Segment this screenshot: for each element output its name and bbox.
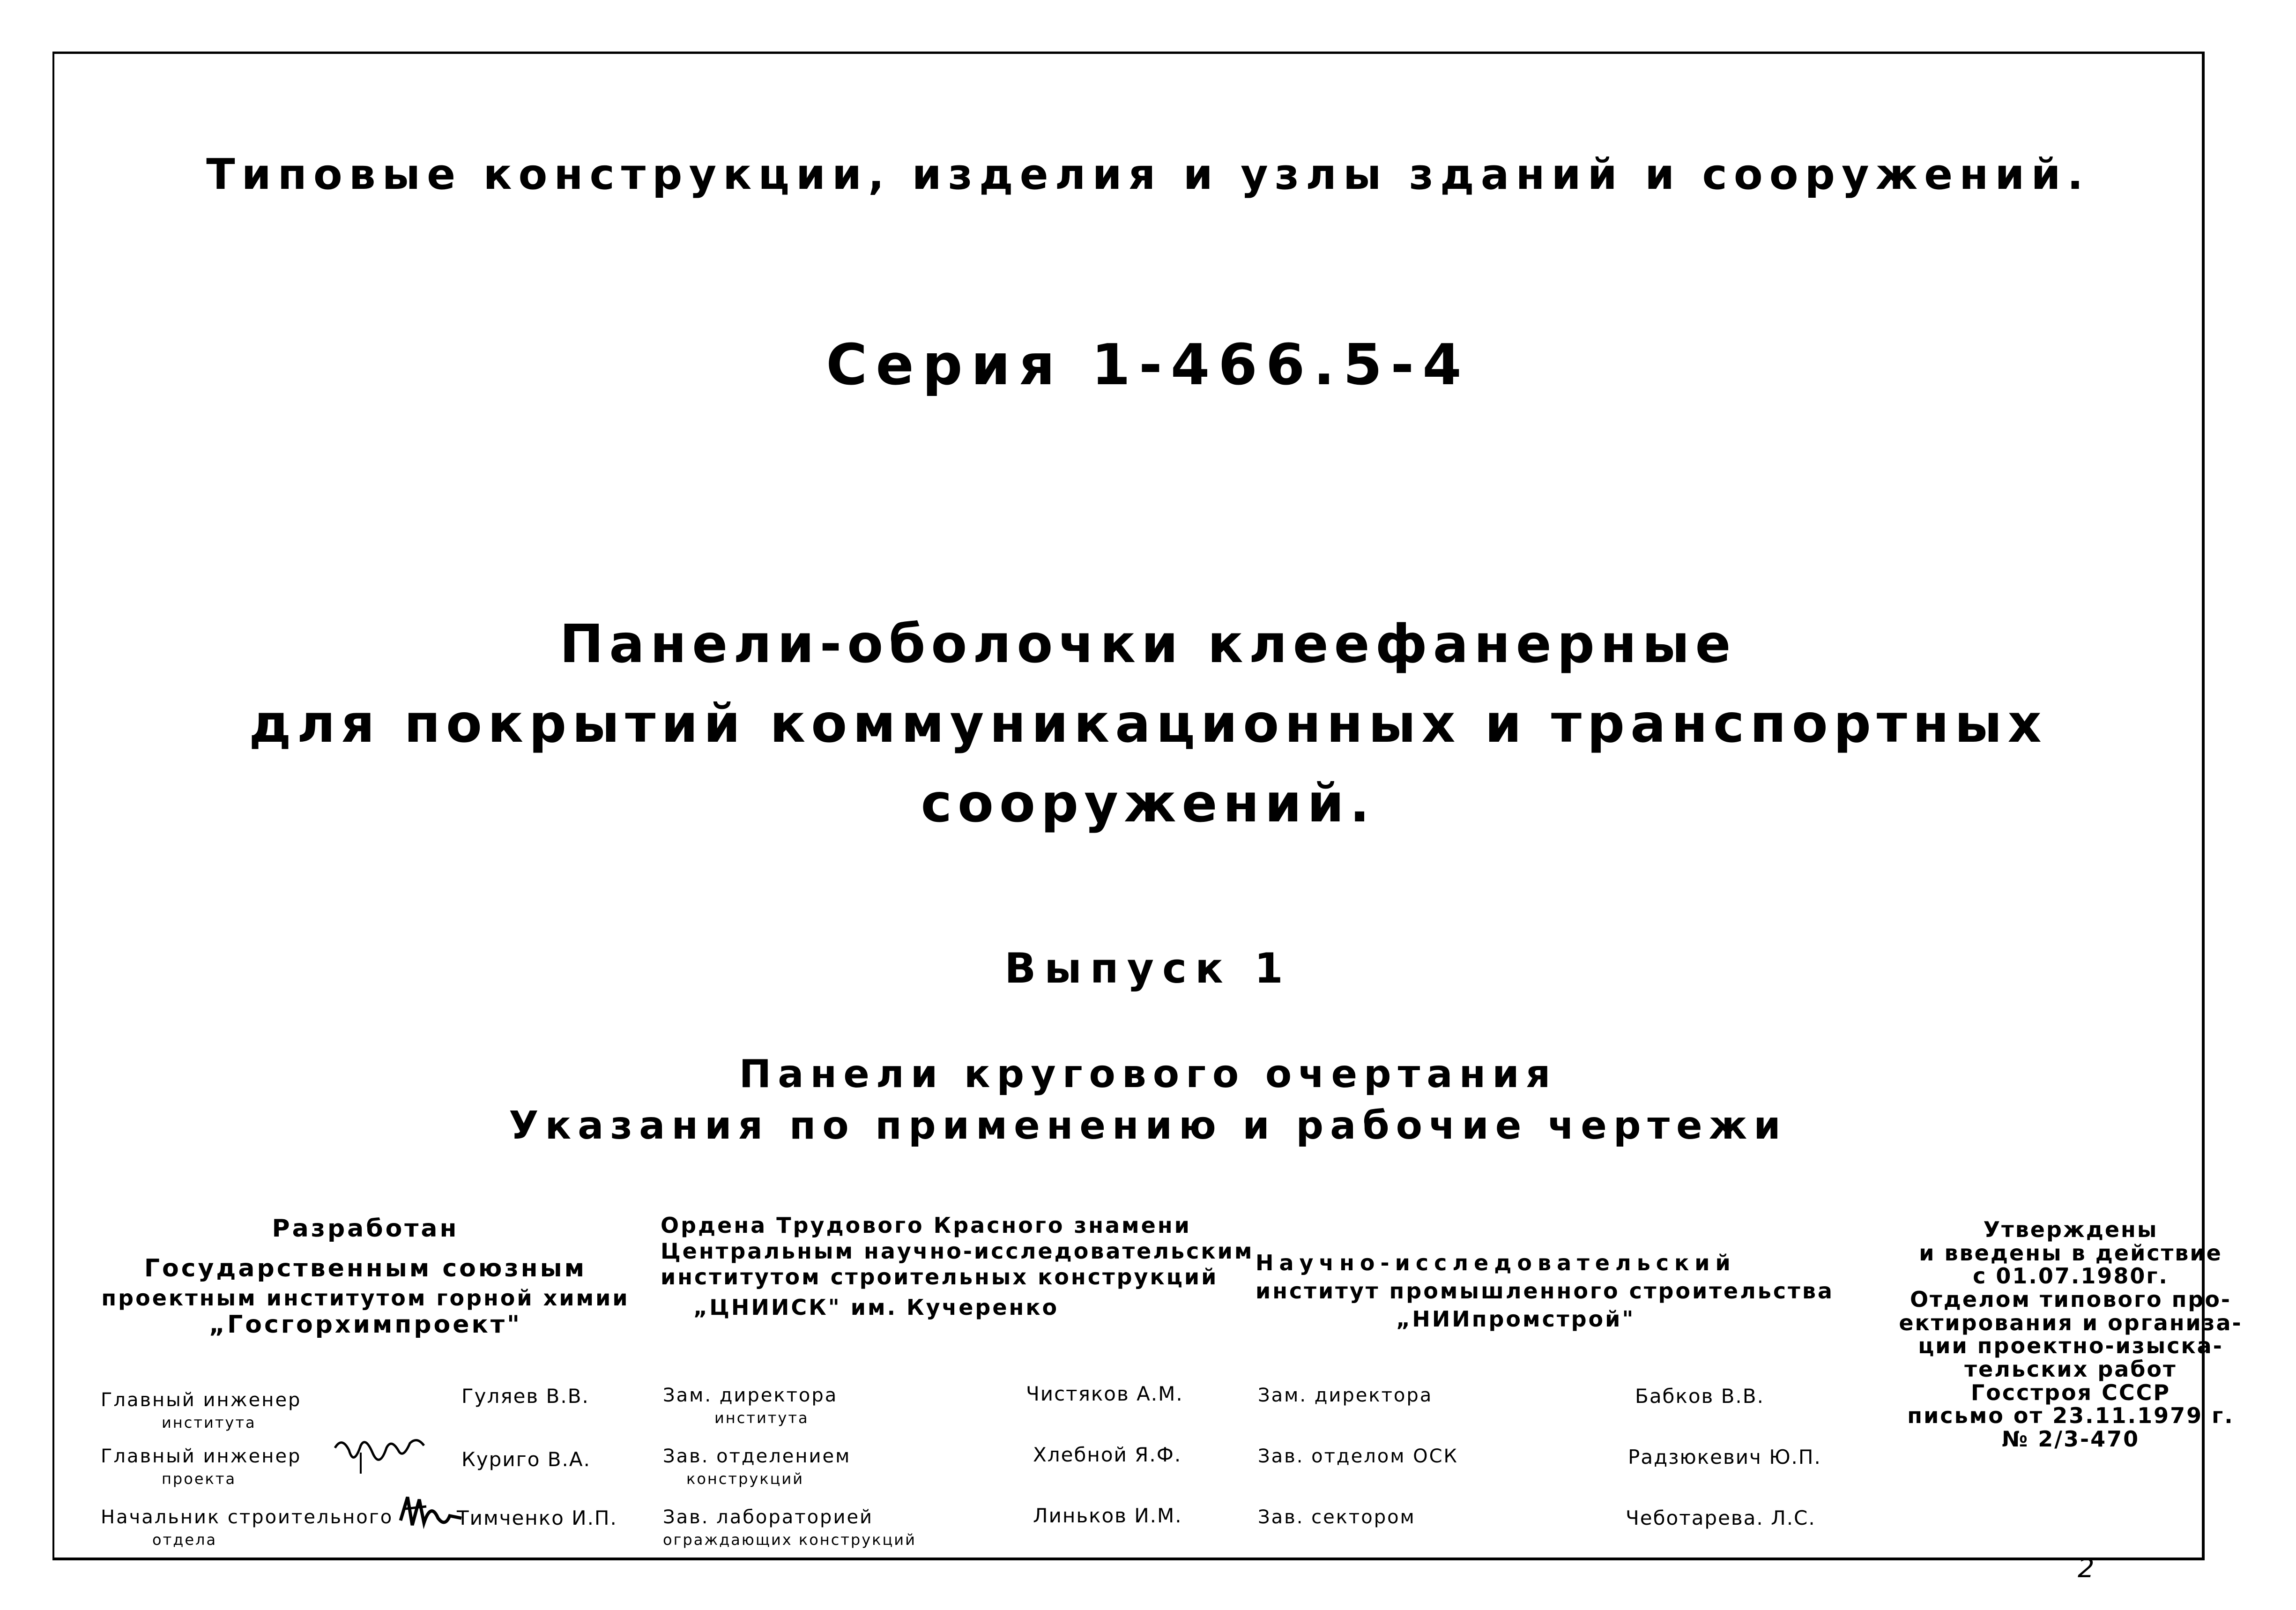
org3-signatory-3-role: Зав. сектором (1258, 1506, 1416, 1528)
issue-number: Выпуск 1 (1004, 944, 1292, 992)
org2-line-3: институтом строительных конструкций (661, 1264, 1219, 1289)
org1-line-3: „Госгорхимпроект" (208, 1311, 522, 1339)
org3-signatory-1-name: Бабков В.В. (1635, 1385, 1764, 1408)
org2-signatory-1-role: Зам. директора института (663, 1385, 838, 1427)
org2-signatory-2-role: Зав. отделением конструкций (663, 1446, 851, 1488)
org3-signatory-2-role: Зав. отделом ОСК (1258, 1446, 1458, 1467)
org1-line-1: Государственным союзным (144, 1254, 587, 1282)
org2-line-1: Ордена Трудового Красного знамени (661, 1213, 1191, 1238)
subtitle-line-2: Указания по применению и рабочие чертежи (509, 1103, 1787, 1148)
org2-line-4: „ЦНИИСК" им. Кучеренко (693, 1295, 1059, 1320)
signature-mark (398, 1492, 464, 1535)
org1-signatory-3-name: Тимченко И.П. (457, 1506, 617, 1529)
org3-line-1: Научно-исследовательский (1256, 1250, 1736, 1275)
org2-signatory-2-name: Хлебной Я.Ф. (1033, 1443, 1182, 1466)
org1-signatory-1-role: Главный инженер института (101, 1389, 302, 1431)
org3-signatory-3-name: Чеботарева. Л.С. (1626, 1506, 1816, 1529)
org1-signatory-2-name: Куриго В.А. (461, 1448, 591, 1471)
org1-signatory-2-role: Главный инженер проекта (101, 1446, 302, 1488)
main-title-line-2: для покрытий коммуникационных и транспортных (249, 693, 2047, 754)
org3-line-3: „НИИпромстрой" (1396, 1306, 1635, 1332)
main-title-line-3: сооружений. (921, 773, 1375, 834)
signature-mark (333, 1434, 426, 1476)
org1-signatory-3-role: Начальник строительного отдела (101, 1506, 394, 1549)
page-number: 2 (2078, 1553, 2095, 1584)
org2-signatory-3-name: Линьков И.М. (1033, 1504, 1182, 1527)
org1-signatory-1-name: Гуляев В.В. (461, 1385, 589, 1408)
series-collection-title: Типовые конструкции, изделия и узлы зданий и сооружений. (206, 150, 2090, 199)
org2-signatory-1-name: Чистяков А.М. (1026, 1382, 1183, 1405)
org3-signatory-2-name: Радзюкевич Ю.П. (1628, 1446, 1821, 1468)
org1-line-2: проектным институтом горной химии (101, 1285, 630, 1311)
org1-heading: Разработан (272, 1215, 459, 1243)
approval-block: Утверждены и введены в действие с 01.07.1980г. Отделом типового про- ектирования и организа- ции проектно-изыска- тельских работ Госстроя СССР письмо от 23.11.1979 г. № 2/3-470 (1899, 1217, 2243, 1452)
subtitle-line-1: Панели кругового очертания (739, 1052, 1557, 1096)
org2-signatory-3-role: Зав. лабораторией ограждающих конструкций (663, 1506, 916, 1549)
main-title-line-1: Панели-оболочки клеефанерные (559, 614, 1737, 675)
org3-line-2: институт промышленного строительства (1256, 1278, 1834, 1304)
org2-line-2: Центральным научно-исследовательским (661, 1238, 1254, 1264)
series-number: Серия 1-466.5-4 (826, 333, 1470, 398)
org3-signatory-1-role: Зам. директора (1258, 1385, 1433, 1406)
